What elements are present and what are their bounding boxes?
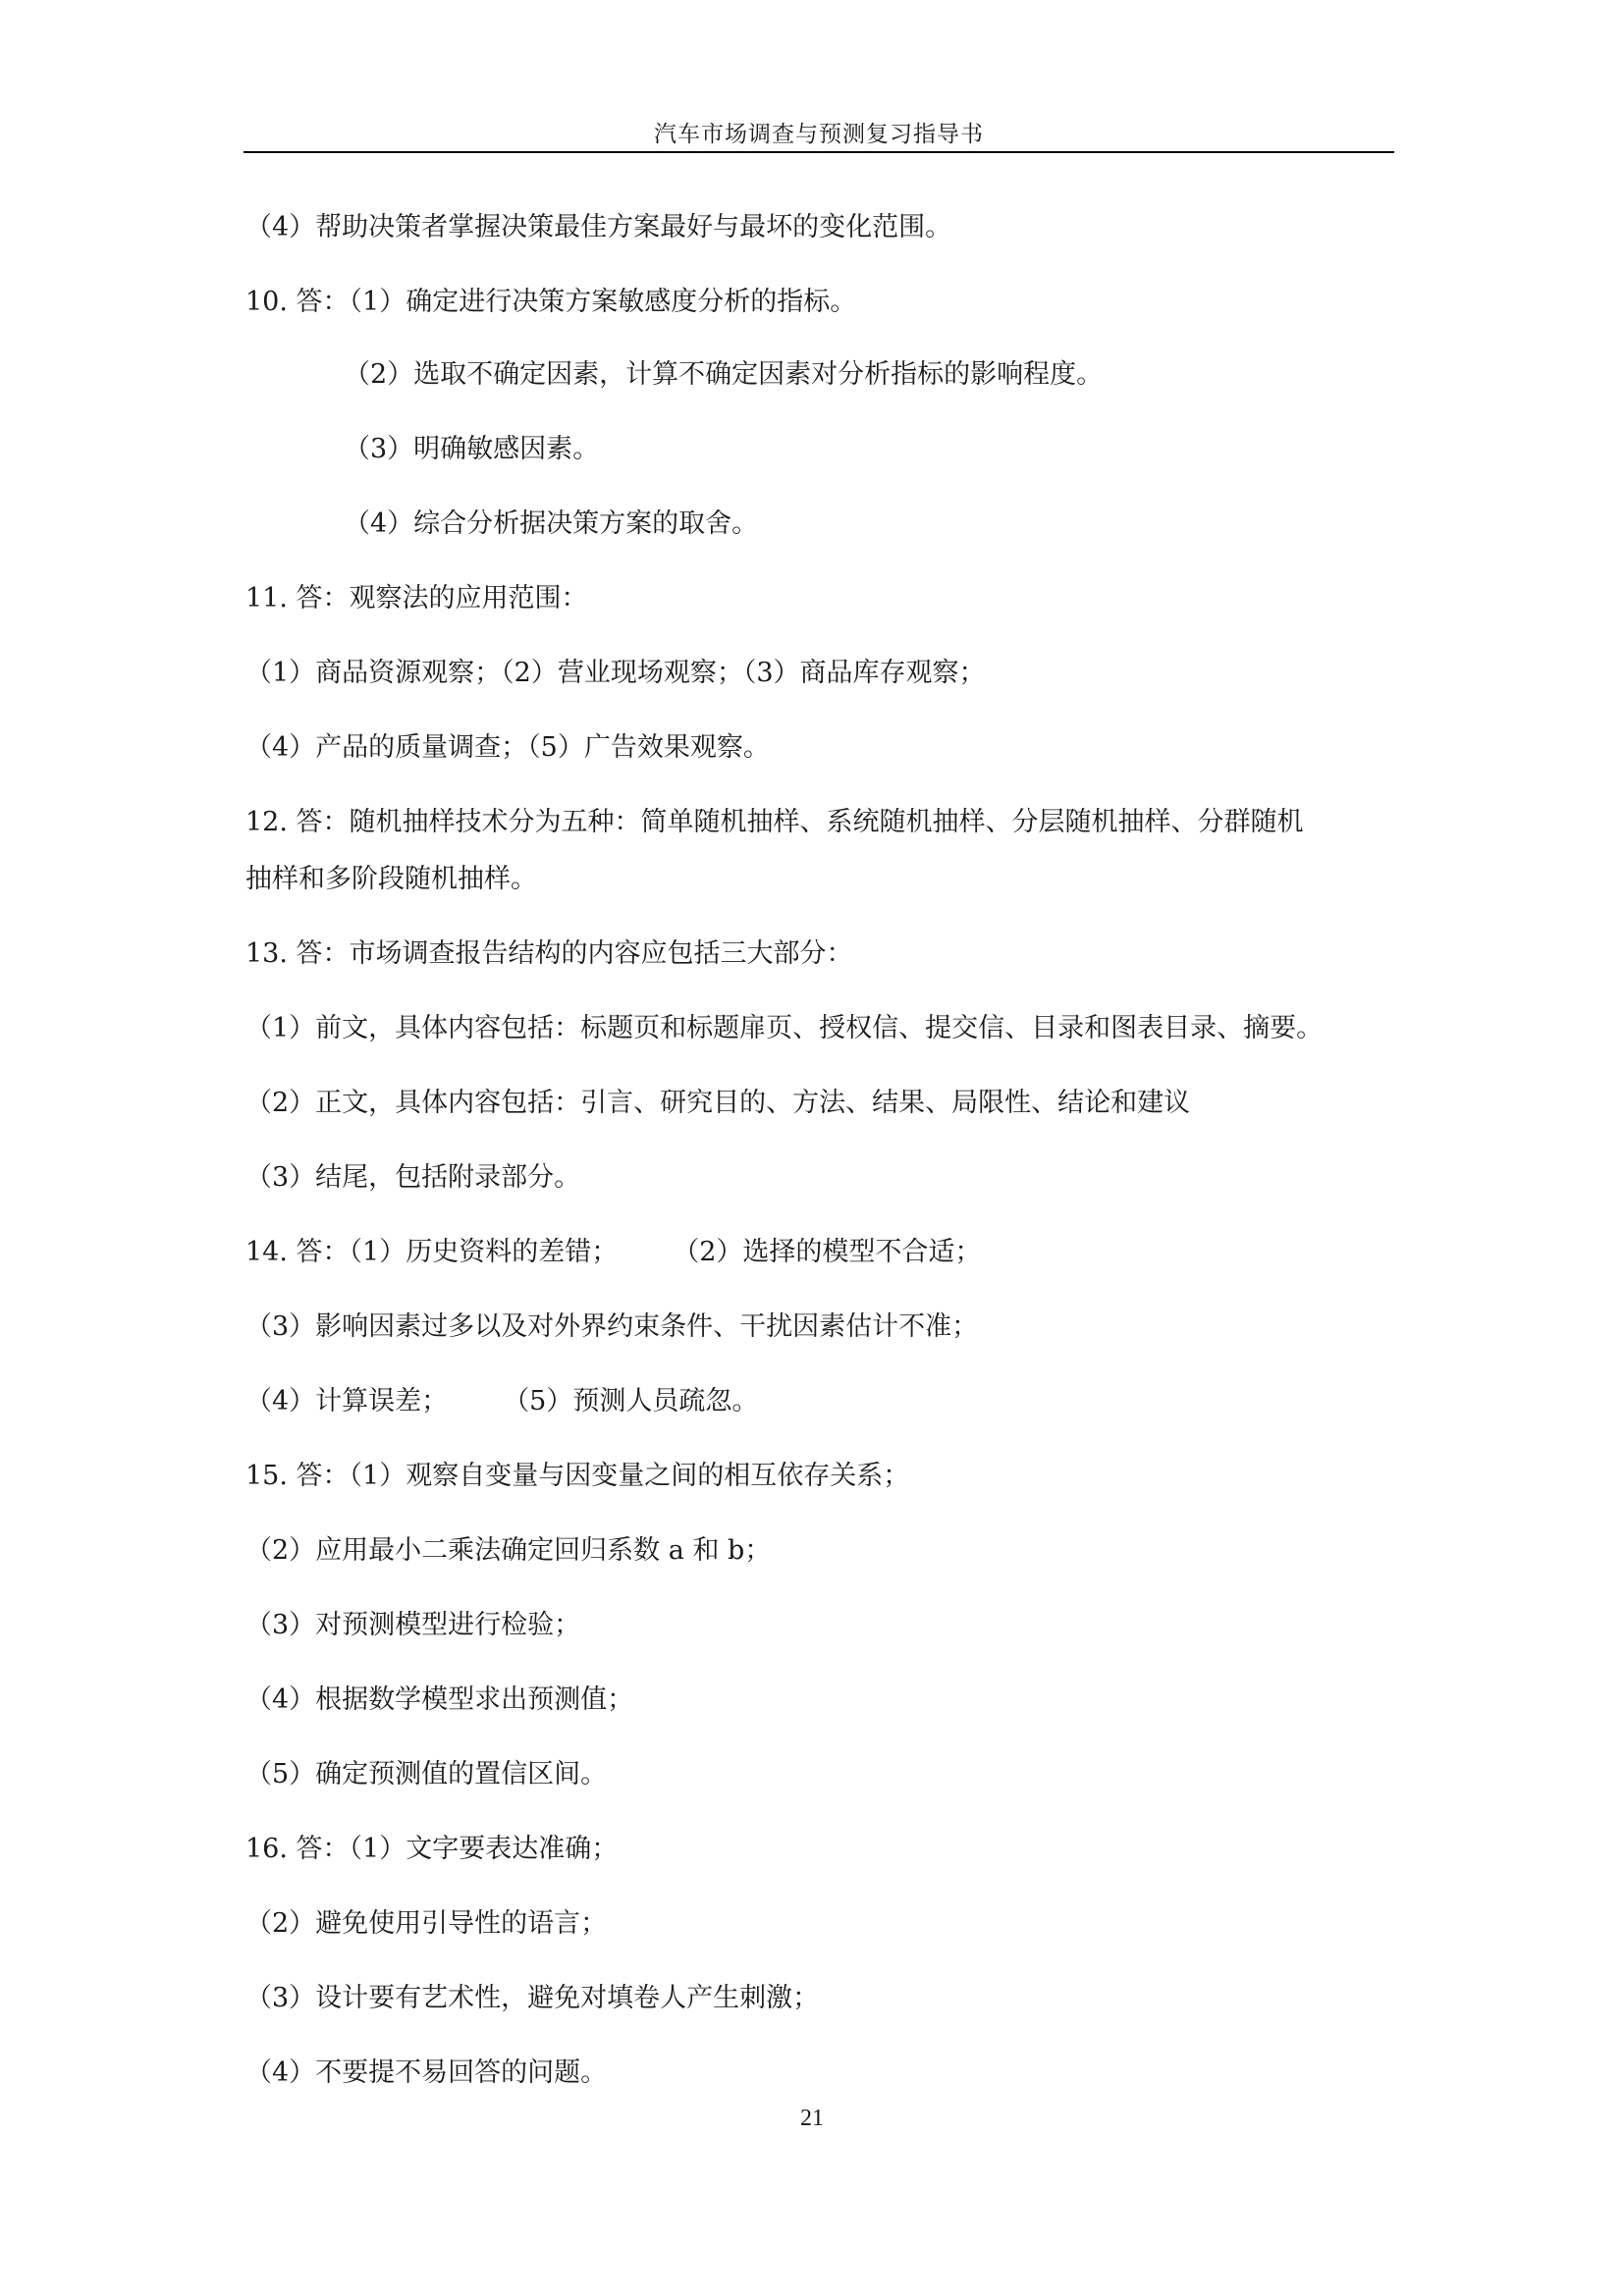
answer-16-item-3: （3）设计要有艺术性，避免对填卷人产生刺激；	[245, 1983, 820, 2013]
answer-12-line-2: 抽样和多阶段随机抽样。	[245, 864, 537, 894]
answer-14-item-5: （5）预测人员疏忽。	[503, 1386, 759, 1416]
answer-14-item-2: （2）选择的模型不合适；	[673, 1237, 982, 1267]
answer-11-heading: 11. 答：观察法的应用范围：	[245, 583, 588, 614]
answer-16-item-1: 16. 答：（1）文字要表达准确；	[245, 1834, 619, 1864]
answer-14-item-4: （4）计算误差；	[245, 1386, 449, 1416]
answer-10-item-1: 10. 答：（1）确定进行决策方案敏感度分析的指标。	[245, 287, 857, 317]
answer-14-items-4-5	[245, 1388, 758, 1415]
answer-11-items-4-5: （4）产品的质量调查；（5）广告效果观察。	[245, 732, 770, 763]
answer-13-heading: 13. 答：市场调查报告结构的内容应包括三大部分：	[245, 938, 853, 969]
answer-14-item-1: 14. 答：（1）历史资料的差错；	[245, 1237, 619, 1267]
answer-15-item-2: （2）应用最小二乘法确定回归系数 a 和 b；	[245, 1535, 772, 1566]
answer-13-item-3: （3）结尾，包括附录部分。	[245, 1162, 581, 1193]
answer-13-item-1: （1）前文，具体内容包括：标题页和标题扉页、授权信、提交信、目录和图表目录、摘要。	[245, 1013, 1324, 1043]
answer-14-items-1-2	[245, 1239, 981, 1265]
answer-10-item-3: （3）明确敏感因素。	[344, 434, 600, 464]
header-rule	[244, 151, 1394, 153]
answer-11-items-1-3: （1）商品资源观察；（2）营业现场观察；（3）商品库存观察；	[245, 658, 986, 688]
running-header: 汽车市场调查与预测复习指导书	[654, 122, 984, 147]
answer-16-item-4: （4）不要提不易回答的问题。	[245, 2057, 608, 2088]
answer-13-item-2: （2）正文，具体内容包括：引言、研究目的、方法、结果、局限性、结论和建议	[245, 1088, 1191, 1118]
answer-10-item-4: （4）综合分析据决策方案的取舍。	[344, 508, 759, 539]
answer-15-item-3: （3）对预测模型进行检验；	[245, 1610, 581, 1640]
answer-16-item-2: （2）避免使用引导性的语言；	[245, 1908, 608, 1939]
answer-12-line-1: 12. 答：随机抽样技术分为五种：简单随机抽样、系统随机抽样、分层随机抽样、分群随机	[245, 807, 1304, 837]
answer-10-item-2: （2）选取不确定因素，计算不确定因素对分析指标的影响程度。	[344, 359, 1104, 390]
answer-15-item-1: 15. 答：（1）观察自变量与因变量之间的相互依存关系；	[245, 1461, 910, 1491]
answer-14-item-3: （3）影响因素过多以及对外界约束条件、干扰因素估计不准；	[245, 1311, 979, 1342]
answer-9-item-4: （4）帮助决策者掌握决策最佳方案最好与最坏的变化范围。	[245, 212, 952, 242]
answer-15-item-4: （4）根据数学模型求出预测值；	[245, 1684, 634, 1715]
answer-15-item-5: （5）确定预测值的置信区间。	[245, 1759, 608, 1789]
page-number: 21	[800, 2106, 824, 2131]
